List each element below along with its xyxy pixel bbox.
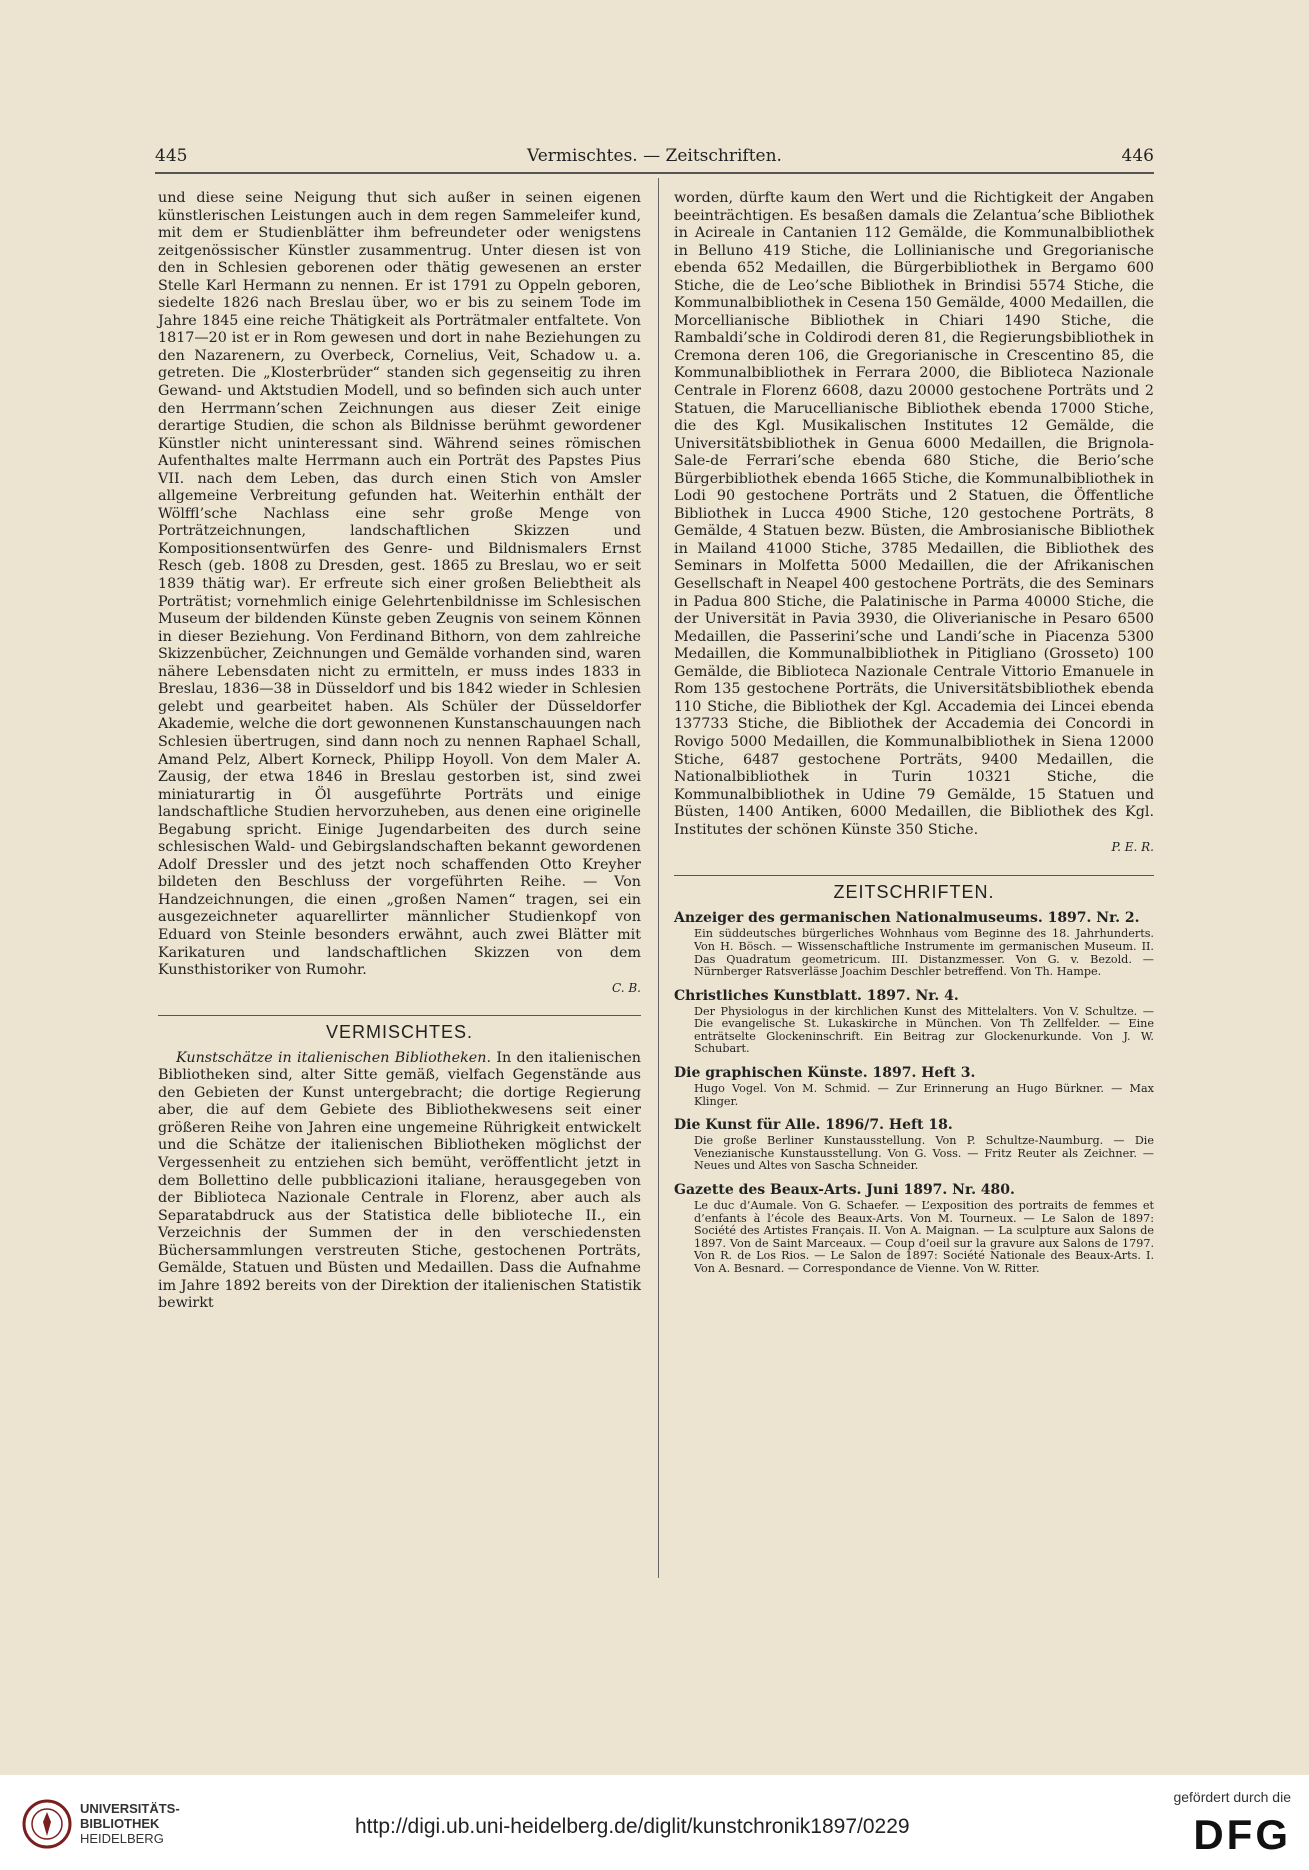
funding-note: gefördert durch die xyxy=(1173,1789,1291,1805)
journal-entry xyxy=(674,988,1154,1056)
journal-entry xyxy=(674,1065,1154,1108)
journal-entry xyxy=(674,910,1154,978)
digitization-footer xyxy=(0,1775,1309,1870)
section-heading: VERMISCHTES. xyxy=(325,1022,474,1043)
article-paragraph xyxy=(158,1050,641,1313)
running-title: Vermischtes. — Zeitschriften. xyxy=(527,146,782,166)
journal-contents: Le duc d’Aumale. Von G. Schaefer. — L’exposition des portraits de femmes et d’enfants à l’école des Beaux-Arts. Von M. Tourneux. — Le Salon de 1897: Société des Artistes Français. II. Von A. Maignan. — La sculpture aux Salons de 1897. Von de Saint Marceaux. — Coup d’oeil sur la gravure aux Salons de 1797. Von R. de Los Rios. — Le Salon de 1897: Société Nationale des Beaux-Arts. I. Von A. Besnard. — Correspondance de Vienne. Von W. Ritter. xyxy=(694,1199,1154,1276)
institution-line: UNIVERSITÄTS- xyxy=(80,1801,180,1816)
left-column xyxy=(158,190,641,1313)
university-library-name xyxy=(80,1801,180,1846)
section-heading: ZEITSCHRIFTEN. xyxy=(833,881,995,902)
page-number-right: 446 xyxy=(1121,146,1154,166)
right-column xyxy=(674,190,1154,1276)
section-divider xyxy=(158,1015,641,1016)
journal-contents: Hugo Vogel. Von M. Schmid. — Zur Erinnerung an Hugo Bürkner. — Max Klinger. xyxy=(694,1082,1154,1108)
journal-contents: Die große Berliner Kunstausstellung. Von P. Schultze-Naumburg. — Die Venezianische Kunstausstellung. Von G. Voss. — Fritz Reuter als Zeichner. — Neues und Altes von Sascha Schneider. xyxy=(694,1134,1154,1173)
journal-entry xyxy=(674,1117,1154,1173)
column-divider xyxy=(658,178,659,1578)
article-lead-title: Kunstschätze in italienischen Bibliotheken. xyxy=(176,1049,492,1066)
header-rule xyxy=(155,172,1154,174)
permalink-url[interactable]: http://digi.ub.uni-heidelberg.de/diglit/kunstchronik1897/0229 xyxy=(355,1815,910,1838)
journal-title: Christliches Kunstblatt. 1897. Nr. 4. xyxy=(674,987,959,1004)
journal-title: Die Kunst für Alle. 1896/7. Heft 18. xyxy=(674,1117,953,1134)
institution-line: BIBLIOTHEK xyxy=(80,1816,160,1831)
journal-contents: Der Physiologus in der kirchlichen Kunst des Mittelalters. Von V. Schultze. — Die evangelische St. Lukaskirche in München. Von Th Zellfelder. — Eine enträtselte Glockeninschrift. Ein Beitrag zur Glockenurkunde. Von J. W. Schubart. xyxy=(694,1004,1154,1056)
journal-title: Anzeiger des germanischen Nationalmuseums. 1897. Nr. 2. xyxy=(674,910,1140,927)
journal-title: Die graphischen Künste. 1897. Heft 3. xyxy=(674,1065,976,1082)
article-paragraph: und diese seine Neigung thut sich außer in seinen eigenen künstlerischen Leistungen auch in dem regen Sammeleifer kund, mit dem er Studienblätter ihm befreundeter oder wenigstens zeitgenössischer Künstler zusammentrug. Unter diesen ist von den in Schlesien geborenen oder thätig gewesenen an erster Stelle Karl Hermann zu nennen. Er ist 1791 zu Oppeln geboren, siedelte 1826 nach Breslau über, wo er bis zu seinem Tode im Jahre 1845 eine reiche Thätigkeit als Porträtmaler entfaltete. Von 1817—20 ist er in Rom gewesen und dort in nahe Beziehungen zu den Nazarenern, zu Overbeck, Cornelius, Veit, Schadow u. a. getreten. Die „Klosterbrüder“ standen sich gegenseitig zu ihren Gewand- und Aktstudien Modell, und so befinden sich auch unter den Herrmann’schen Zeichnungen aus dieser Zeit einige derartige Studien, die schon als Bildnisse berühmt gewordener Künstler nicht uninteressant sind. Während seines römischen Aufenthaltes malte Herrmann auch ein Porträt des Papstes Pius VII. nach dem Leben, das durch einen Stich von Amsler allgemeine Verbreitung gefunden hat. Weiterhin enthält der Wölffl’sche Nachlass eine sehr große Menge von Porträtzeichnungen, landschaftlichen Skizzen und Kompositionsentwürfen des Genre- und Bildnismalers Ernst Resch (geb. 1808 zu Dresden, gest. 1865 zu Breslau, wo er seit 1839 thätig war). Er erfreute sich einer großen Beliebtheit als Porträtist; vornehmlich einige Gelehrtenbildnisse im Schlesischen Museum der bildenden Künste geben Zeugnis von seinem Können in dieser Beziehung. Von Ferdinand Bithorn, von dem zahlreiche Skizzenbücher, Zeichnungen und Gemälde vorhanden sind, waren nähere Lebensdaten nicht zu ermitteln, er muss indes 1833 in Breslau, 1836—38 in Düsseldorf und bis 1842 wieder in Schlesien gelebt und gearbeitet haben. Als Schüler der Düsseldorfer Akademie, welche die dort gewonnenen Kunstanschauungen nach Schlesien übertrugen, sind dann noch zu nennen Raphael Schall, Amand Pelz, Albert Korneck, Philipp Hoyoll. Von dem Maler A. Zausig, der etwa 1846 in Breslau gestorben ist, sind zwei miniaturartig in Öl ausgeführte Porträts und einige landschaftliche Studien hervorzuheben, aus denen eine originelle Begabung spricht. Einige Jugendarbeiten des durch seine schlesischen Wald- und Gebirgslandschaften bekannt gewordenen Adolf Dressler und des jetzt noch schaffenden Otto Kreyher bildeten den Beschluss der vorgeführten Reihe. — Von Handzeichnungen, die einen „großen Namen“ tragen, sei ein ausgezeichneter aquarellirter männlicher Studienkopf von Eduard von Steinle besonders erwähnt, auch zwei Blätter mit Karikaturen und landschaftlichen Skizzen von dem Kunsthistoriker von Rumohr. xyxy=(158,190,641,979)
section-divider xyxy=(674,875,1154,876)
page-number-left: 445 xyxy=(155,146,188,166)
journal-contents: Ein süddeutsches bürgerliches Wohnhaus vom Beginne des 18. Jahrhunderts. Von H. Bösch. — Wissenschaftliche Instrumente im germanischen Museum. II. Das Quadratum geometricum. III. Distanzmesser. Von G. v. Bezold. — Nürnberger Ratsverlässe Joachim Deschler betreffend. Von Th. Hampe. xyxy=(694,927,1154,979)
institution-line: HEIDELBERG xyxy=(80,1831,164,1846)
journal-entry xyxy=(674,1182,1154,1276)
journal-title: Gazette des Beaux-Arts. Juni 1897. Nr. 480. xyxy=(674,1182,1015,1199)
dfg-logo: DFG xyxy=(1193,1811,1291,1858)
university-seal-icon xyxy=(22,1799,72,1849)
author-signature: C. B. xyxy=(611,980,641,995)
article-paragraph: worden, dürfte kaum den Wert und die Richtigkeit der Angaben beeinträchtigen. Es besaßen damals die Zelantua’sche Bibliothek in Acireale in Cantanien 112 Gemälde, die Kommunalbibliothek in Belluno 419 Stiche, die Lollinianische und Gregorianische ebenda 652 Medaillen, die Bürgerbibliothek in Bergamo 600 Stiche, die de Leo’sche Bibliothek in Brindisi 5574 Stiche, die Kommunalbibliothek in Cesena 150 Gemälde, 4000 Medaillen, die Morcellianische Bibliothek in Chiari 1490 Stiche, die Rambaldi’sche in Coldirodi deren 81, die Regierungsbibliothek in Cremona deren 106, die Gregorianische in Crescentino 85, die Kommunalbibliothek in Ferrara 2000, die Biblioteca Nazionale Centrale in Florenz 6608, dazu 20000 gestochene Porträts und 2 Statuen, die Marucellianische Bibliothek ebenda 17000 Stiche, die des Kgl. Musikalischen Institutes 12 Gemälde, die Universitätsbibliothek in Genua 6000 Medaillen, die Brignola-Sale-de Ferrari’sche ebenda 680 Stiche, die Berio’sche Bürgerbibliothek ebenda 1665 Stiche, die Kommunalbibliothek in Lodi 90 gestochene Porträts und 2 Statuen, die Öffentliche Bibliothek in Lucca 4900 Stiche, 120 gestochene Porträts, 8 Gemälde, 4 Statuen bezw. Büsten, die Ambrosianische Bibliothek in Mailand 41000 Stiche, 3785 Medaillen, die Bibliothek des Seminars in Molfetta 5000 Medaillen, die der Afrikanischen Gesellschaft in Neapel 400 gestochene Porträts, die des Seminars in Padua 800 Stiche, die Palatinische in Parma 40000 Stiche, die der Universität in Pavia 3930, die Oliverianische in Pesaro 6500 Medaillen, die Passerini’sche und Landi’sche in Piacenza 5300 Medaillen, die Kommunalbibliothek in Pitigliano (Grosseto) 100 Gemälde, die Biblioteca Nazionale Centrale Vittorio Emanuele in Rom 135 gestochene Porträts, die Universitätsbibliothek ebenda 110 Stiche, die Bibliothek der Kgl. Accademia dei Lincei ebenda 137733 Stiche, die Bibliothek der Accademia dei Concordi in Rovigo 5000 Medaillen, die Kommunalbibliothek in Siena 12000 Stiche, 6487 gestochene Porträts, 9400 Medaillen, die Nationalbibliothek in Turin 10321 Stiche, die Kommunalbibliothek in Udine 79 Gemälde, 15 Statuen und Büsten, 1400 Antiken, 6000 Medaillen, die Bibliothek des Kgl. Institutes der schönen Künste 350 Stiche. xyxy=(674,190,1155,838)
author-signature: P. E. R. xyxy=(1111,840,1154,855)
article-text: In den italienischen Bibliotheken sind, alter Sitte gemäß, vielfach Gegenstände aus den Gebieten der Kunst untergebracht; die dortige Regierung aber, die auf dem Gebiete des Bibliothekwesens seit einer größeren Reihe von Jahren eine ungemeine Rührigkeit entwickelt und die Schätze der italienischen Bibliotheken möglichst der Vergessenheit zu entziehen sich bemüht, veröffentlicht jetzt in dem Bollettino delle pubblicazioni italiane, herausgegeben von der Biblioteca Nazionale Centrale in Florenz, aber auch als Separatabdruck aus der Statistica delle biblioteche II., ein Verzeichnis der Summen der in den verschiedensten Büchersammlungen verstreuten Stiche, gestochenen Porträts, Gemälde, Statuen und Büsten und Medaillen. Dass die Aufnahme im Jahre 1892 bereits von der Direktion der italienischen Statistik bewirkt xyxy=(158,1049,641,1312)
